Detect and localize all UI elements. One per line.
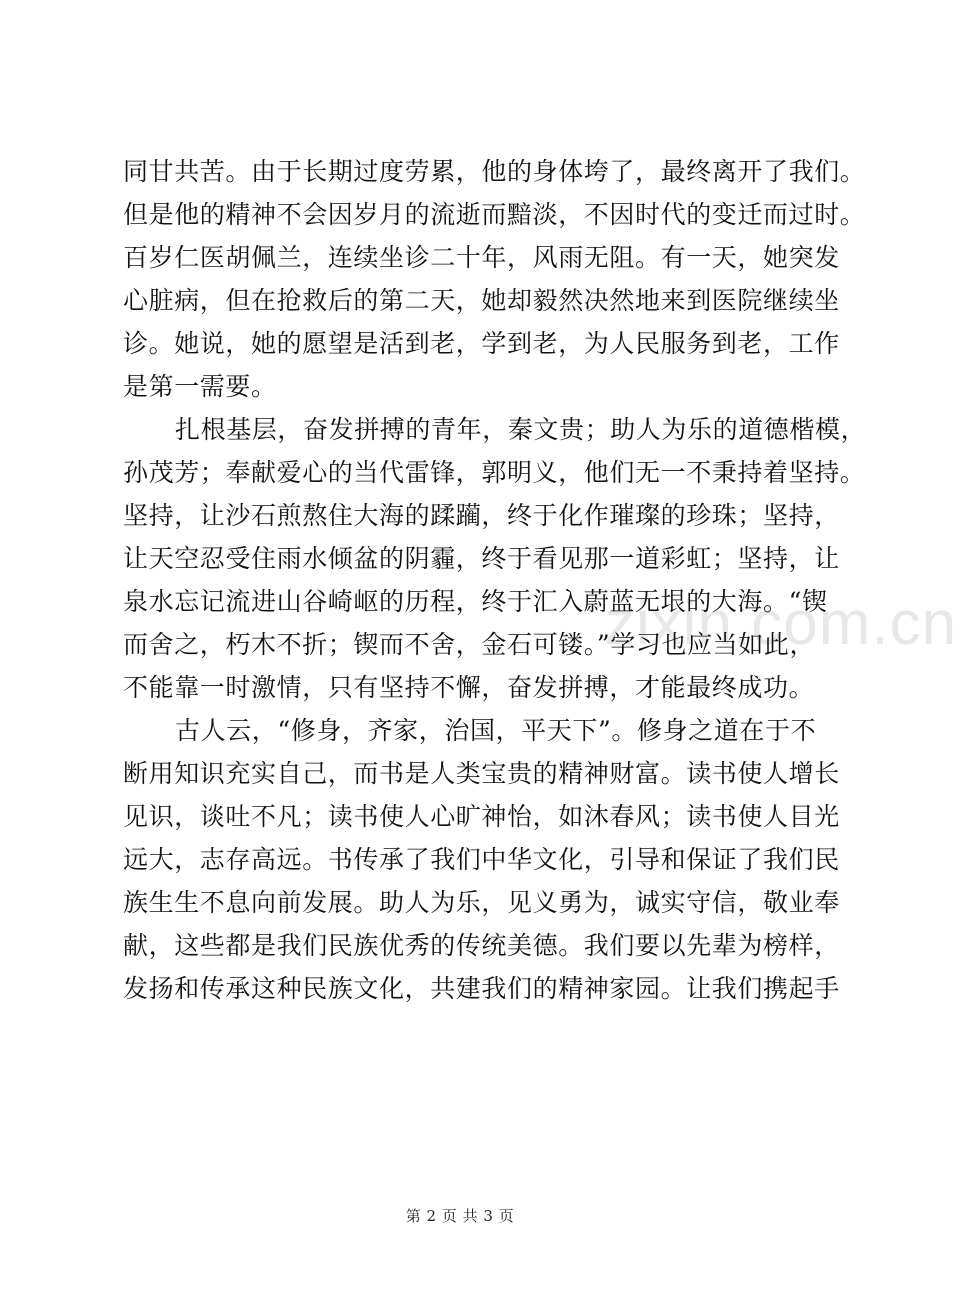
watermark: zixin.com.cn [604, 589, 957, 658]
page-footer: 第 2 页 共 3 页 [405, 1207, 515, 1225]
text-line: 孙茂芳；奉献爱心的当代雷锋，郭明义，他们无一不秉持着坚持。 [123, 458, 866, 487]
text-line: 献，这些都是我们民族优秀的传统美德。我们要以先辈为榜样， [123, 931, 840, 960]
text-line: 泉水忘记流进山谷崎岖的历程，终于汇入蔚蓝无垠的大海。“锲 [123, 587, 828, 616]
text-line: 让天空忍受住雨水倾盆的阴霾，终于看见那一道彩虹；坚持，让 [123, 544, 840, 573]
text-line: 同甘共苦。由于长期过度劳累，他的身体垮了，最终离开了我们。 [123, 157, 866, 186]
text-line: 族生生不息向前发展。助人为乐，见义勇为，诚实守信，敬业奉 [123, 888, 840, 917]
text-line: 发扬和传承这种民族文化，共建我们的精神家园。让我们携起手 [123, 974, 840, 1003]
text-line: 诊。她说，她的愿望是活到老，学到老，为人民服务到老，工作 [123, 329, 840, 358]
text-line: 不能靠一时激情，只有坚持不懈，奋发拼搏，才能最终成功。 [123, 673, 815, 702]
body-text [123, 150, 867, 1010]
text-line: 但是他的精神不会因岁月的流逝而黯淡，不因时代的变迁而过时。 [123, 200, 866, 229]
text-line: 扎根基层，奋发拼搏的青年，秦文贵；助人为乐的道德楷模， [175, 415, 867, 444]
text-line: 远大，志存高远。书传承了我们中华文化，引导和保证了我们民 [123, 845, 840, 874]
text-line: 是第一需要。 [123, 372, 277, 401]
text-line: 心脏病，但在抢救后的第二天，她却毅然决然地来到医院继续坐 [123, 286, 840, 315]
text-line: 坚持，让沙石煎熬住大海的蹂躏，终于化作璀璨的珍珠；坚持， [123, 501, 840, 530]
text-line: 古人云，“修身，齐家，治国，平天下”。修身之道在于不 [175, 716, 817, 745]
text-line: 断用知识充实自己，而书是人类宝贵的精神财富。读书使人增长 [123, 759, 840, 788]
text-line: 百岁仁医胡佩兰，连续坐诊二十年，风雨无阻。有一天，她突发 [123, 243, 840, 272]
text-line: 见识，谈吐不凡；读书使人心旷神怡，如沐春风；读书使人目光 [123, 802, 840, 831]
text-line: 而舍之，朽木不折；锲而不舍，金石可镂。”学习也应当如此， [123, 630, 816, 659]
